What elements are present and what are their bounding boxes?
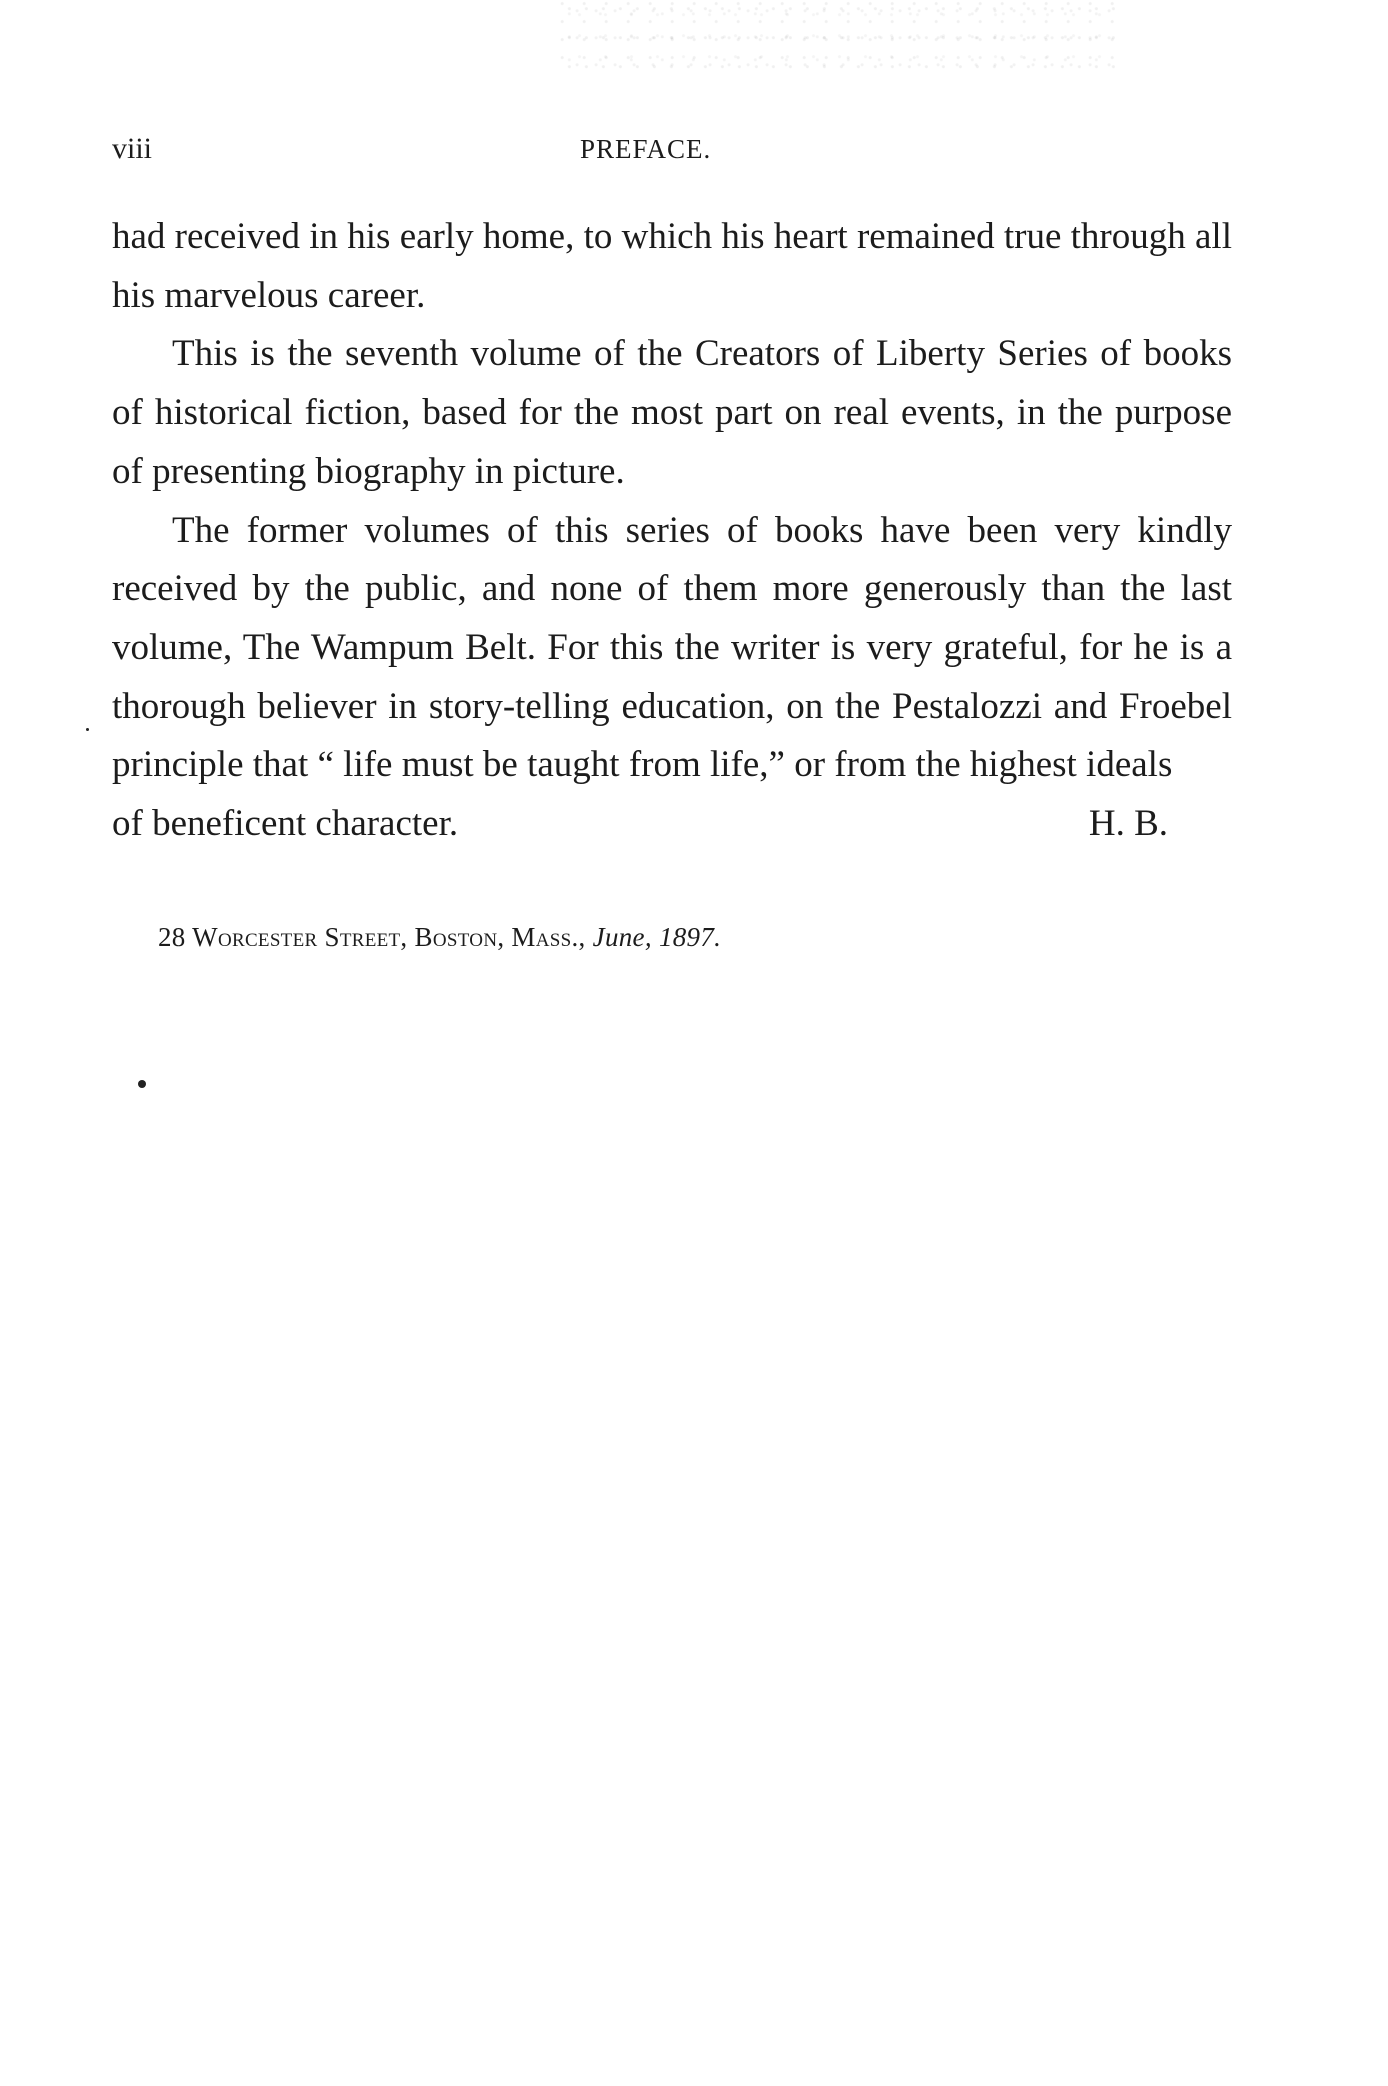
ink-speck: [86, 728, 89, 731]
paragraph-continued: had received in his early home, to which his heart remained true through all his marvelous career.: [112, 216, 1232, 316]
dateline-month: June,: [592, 922, 652, 952]
ink-speck: [138, 1080, 146, 1088]
closing-text: of beneficent character.: [112, 803, 459, 845]
paragraph-reception: The former volumes of this series of books have been very kindly received by the public, and none of them more generously than the last volume, The Wampum Belt. For this the writer is very grateful, for he is a thorough believer in story-telling education, on the Pestalozzi and Froebel principle that “ life must be taught from life,” or from the highest ideals: [112, 509, 1232, 786]
dateline-address: 28 Worcester Street, Boston, Mass.,: [158, 922, 586, 952]
paragraph-series: This is the seventh volume of the Creators of Liberty Series of books of historical fiction, based for the most part on real events, in the purpose of presenting biography in picture.: [112, 333, 1232, 492]
author-initials: H. B.: [1088, 803, 1168, 845]
dateline: [158, 922, 721, 953]
scan-artifact: [560, 0, 1120, 70]
page-header: [112, 126, 1232, 176]
page-number: viii: [112, 132, 153, 165]
dateline-year: 1897.: [658, 922, 722, 952]
running-head: PREFACE.: [580, 134, 712, 164]
signoff-line: [112, 795, 1232, 854]
preface-body: [112, 208, 1232, 854]
